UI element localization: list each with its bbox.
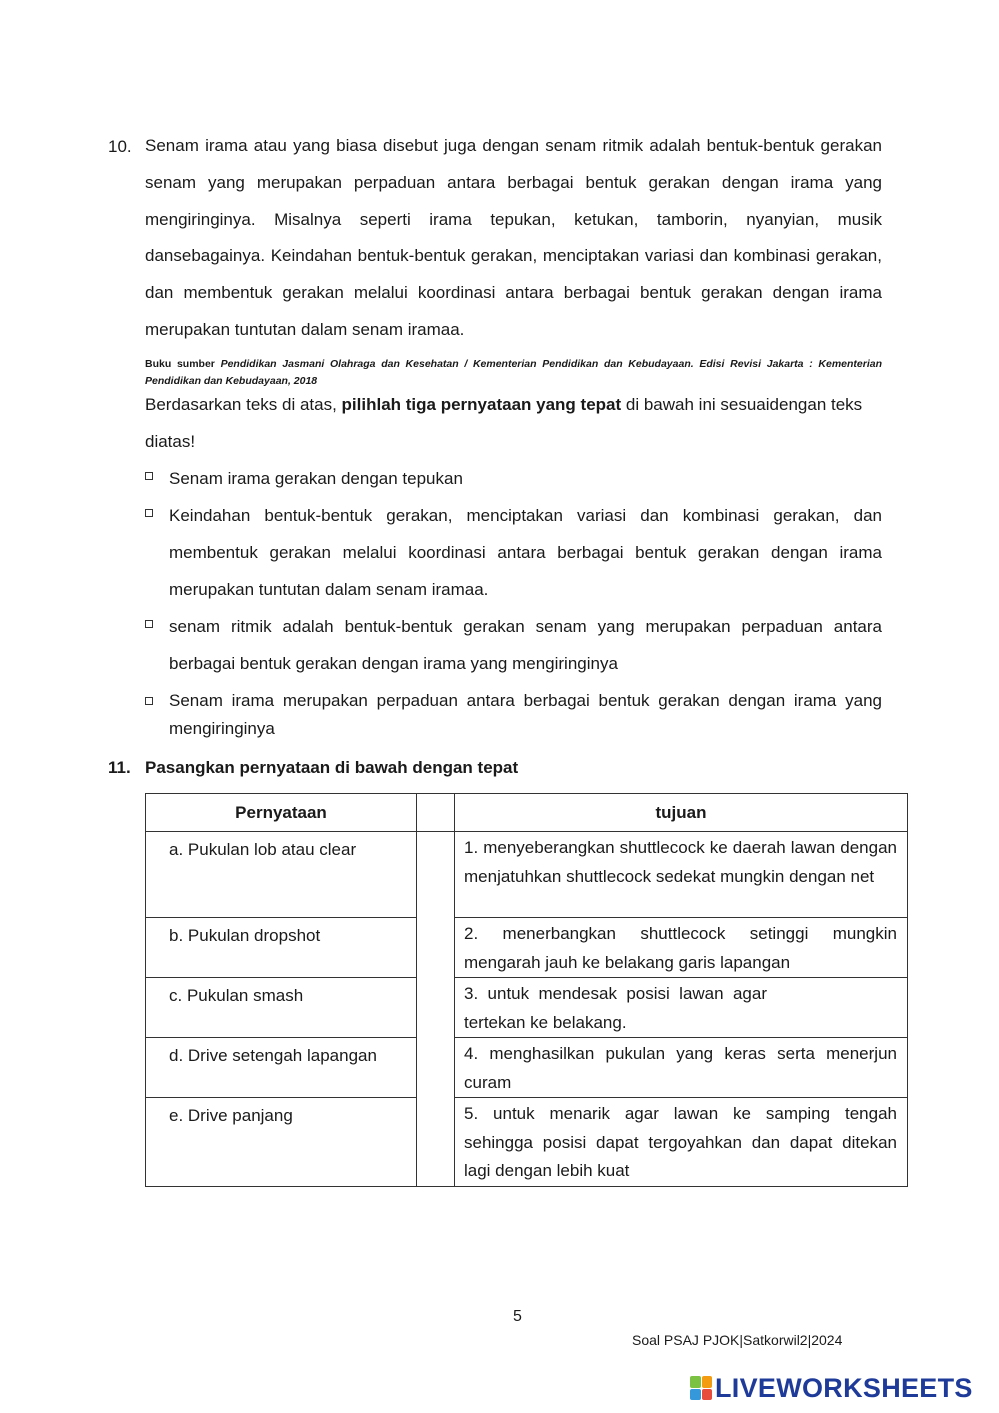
table-row — [146, 978, 908, 1038]
option-3[interactable] — [145, 608, 882, 682]
source-prefix: Buku sumber — [145, 358, 215, 370]
question-number: 11. — [108, 758, 131, 777]
source-title: Pendidikan Jasmani Olahraga dan Kesehatan / Kementerian Pendidikan dan Kebudayaan. Edisi Revisi Jakarta : Kementerian Pendidikan dan Kebudayaan, 2018 — [145, 358, 882, 387]
table-row — [146, 918, 908, 978]
option-4[interactable] — [145, 687, 882, 743]
header-goal: tujuan — [455, 794, 908, 832]
option-label: Senam irama merupakan perpaduan antara berbagai bentuk gerakan dengan irama yang mengiringinya — [169, 691, 882, 738]
brand-name: LIVEWORKSHEETS — [715, 1372, 973, 1403]
goal-3[interactable] — [455, 978, 908, 1038]
option-label: Senam irama gerakan dengan tepukan — [169, 469, 463, 488]
checkbox-icon[interactable] — [145, 509, 153, 517]
goal-5[interactable]: 5. untuk menarik agar lawan ke samping tengah sehingga posisi dapat tergoyahkan dan dapat ditekan lagi dengan lebih kuat — [455, 1098, 908, 1187]
statement-e[interactable]: e. Drive panjang — [146, 1098, 417, 1187]
answer-slot[interactable] — [417, 1038, 455, 1098]
answer-slot[interactable] — [417, 918, 455, 978]
matching-table — [145, 793, 908, 1187]
question-paragraph — [145, 128, 882, 349]
question-title: Pasangkan pernyataan di bawah dengan tepat — [145, 758, 519, 777]
footer-reference: Soal PSAJ PJOK|Satkorwil2|2024 — [632, 1332, 843, 1348]
statement-a[interactable]: a. Pukulan lob atau clear — [146, 832, 417, 918]
option-2[interactable] — [145, 497, 882, 608]
source-citation — [145, 356, 882, 390]
instruction-emphasis: pilihlah tiga pernyataan yang tepat — [341, 395, 622, 414]
table-row — [146, 1098, 908, 1187]
checkbox-icon[interactable] — [145, 620, 153, 628]
checkbox-icon[interactable] — [145, 472, 153, 480]
table-header-row — [146, 794, 908, 832]
answer-slot[interactable] — [417, 1098, 455, 1187]
answer-slot[interactable] — [417, 832, 455, 918]
question-number: 10. — [108, 137, 132, 156]
goal-2[interactable]: 2. menerbangkan shuttlecock setinggi mungkin mengarah jauh ke belakang garis lapangan — [455, 918, 908, 978]
answer-options — [145, 460, 882, 743]
answer-slot[interactable] — [417, 978, 455, 1038]
instruction-post: di bawah ini sesuaidengan teks diatas! — [145, 395, 863, 451]
option-label: Keindahan bentuk-bentuk gerakan, menciptakan variasi dan kombinasi gerakan, dan membentuk gerakan melalui koordinasi antara berbagai bentuk gerakan dengan irama merupakan tuntutan dalam senam iramaa. — [169, 506, 882, 599]
liveworksheets-brand[interactable] — [690, 1372, 973, 1404]
header-statement: Pernyataan — [146, 794, 417, 832]
page-number: 5 — [513, 1308, 522, 1325]
table-row — [146, 832, 908, 918]
option-1[interactable] — [145, 460, 882, 497]
question-instruction — [145, 386, 882, 460]
liveworksheets-logo-icon — [690, 1376, 712, 1400]
paragraph-text: Senam irama atau yang biasa disebut juga dengan senam ritmik adalah bentuk-bentuk gerakan senam yang merupakan perpaduan antara berbagai bentuk gerakan dengan irama yang mengiringinya. Misalnya seperti irama tepukan, ketukan, tamborin, nyanyian, musik dansebagainya. Keindahan bentuk-bentuk gerakan, menciptakan variasi dan kombinasi gerakan, dan membentuk gerakan melalui koordinasi antara berbagai bentuk gerakan dengan irama merupakan tuntutan dalam senam iramaa. — [145, 136, 882, 339]
checkbox-icon[interactable] — [145, 697, 153, 705]
statement-b[interactable]: b. Pukulan dropshot — [146, 918, 417, 978]
statement-c[interactable]: c. Pukulan smash — [146, 978, 417, 1038]
table-row — [146, 1038, 908, 1098]
instruction-pre: Berdasarkan teks di atas, — [145, 395, 342, 414]
goal-4[interactable]: 4. menghasilkan pukulan yang keras serta menerjun curam — [455, 1038, 908, 1098]
goal-1[interactable]: 1. menyeberangkan shuttlecock ke daerah lawan dengan menjatuhkan shuttlecock sedekat mungkin dengan net — [455, 832, 908, 918]
goal-3-text: 3. untuk mendesak posisi lawan agar tertekan ke belakang. — [464, 984, 767, 1032]
option-label: senam ritmik adalah bentuk-bentuk gerakan senam yang merupakan perpaduan antara berbagai bentuk gerakan dengan irama yang mengiringinya — [169, 617, 882, 673]
statement-d[interactable]: d. Drive setengah lapangan — [146, 1038, 417, 1098]
header-gap — [417, 794, 455, 832]
